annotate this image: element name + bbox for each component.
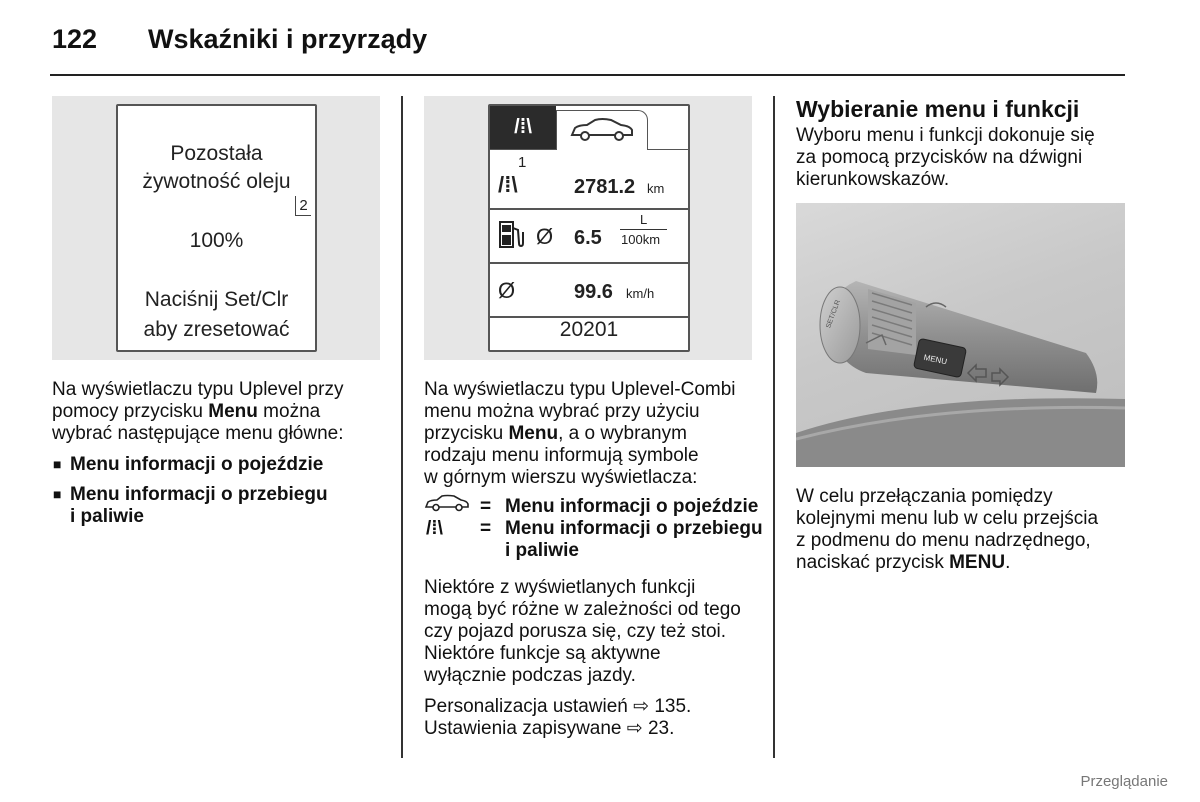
column-separator-1 [401, 96, 403, 758]
footer-label: Przeglądanie [1080, 773, 1168, 790]
paragraph-line [796, 552, 1010, 574]
display-page-tag: 2 [295, 196, 311, 216]
bullet-continuation: i paliwie [70, 506, 144, 527]
menu-keyword: Menu [508, 423, 559, 444]
average-symbol: Ø [536, 224, 554, 249]
uplevel-display [116, 104, 317, 352]
arrow-right-icon: ⇨ [633, 696, 650, 717]
fuel-pump-icon [498, 220, 524, 250]
symbol-definition: Menu informacji o pojeździe [505, 496, 759, 517]
paragraph-line: W celu przełączania pomiędzy [796, 486, 1053, 507]
text-span: przycisku [424, 423, 509, 444]
bullet-item: ■ Menu informacji o przebiegu [70, 484, 328, 506]
fuel-unit-top: L [640, 212, 648, 227]
display-text-line: Naciśnij Set/Clr [144, 288, 289, 311]
paragraph-line: za pomocą przycisków na dźwigni [796, 147, 1083, 168]
paragraph-line: Na wyświetlaczu typu Uplevel-Combi [424, 379, 736, 400]
column-separator-2 [773, 96, 775, 758]
trip-fuel-symbol: /⁞\ [426, 518, 443, 539]
paragraph-line: czy pojazd porusza się, czy też stoi. [424, 621, 727, 642]
average-symbol: Ø [498, 278, 516, 303]
car-icon [569, 117, 635, 143]
menu-keyword: Menu [208, 401, 258, 422]
reference-text: Ustawienia zapisywane [424, 718, 627, 739]
section-title: Wybieranie menu i funkcji [796, 96, 1080, 122]
page-number: 122 [52, 24, 98, 54]
lever-illustration [796, 203, 1125, 467]
trip-icon: /⁞\ [498, 172, 518, 197]
reference-page: 135. [649, 696, 692, 717]
fuel-unit-bottom: 100km [621, 232, 661, 247]
combi-display [488, 104, 690, 352]
page-title: Wskaźniki i przyrządy [148, 24, 428, 54]
paragraph-line [52, 401, 320, 423]
display-tabs [490, 106, 688, 150]
paragraph-line: Niektóre funkcje są aktywne [424, 643, 661, 664]
average-speed-unit: km/h [626, 286, 655, 301]
cross-reference [424, 696, 691, 718]
fuel-unit-fraction-line [620, 229, 667, 230]
symbol-definition: Menu informacji o przebiegu [505, 518, 763, 539]
car-icon [424, 494, 470, 512]
paragraph-line: kolejnymi menu lub w celu przejścia [796, 508, 1099, 529]
text-span: . [1005, 552, 1011, 573]
header-rule [50, 74, 1125, 76]
paragraph-line: wyłącznie podczas jazdy. [424, 665, 636, 686]
display-text-line: aby zresetować [143, 318, 290, 341]
photo-set-label: SET/CLR [825, 299, 842, 330]
paragraph-line: rodzaju menu informują symbole [424, 445, 699, 466]
average-speed-value: 99.6 [574, 281, 613, 303]
paragraph-line: mogą być różne w zależności od tego [424, 599, 741, 620]
display-value: 100% [189, 229, 244, 252]
odometer-value: 20201 [559, 318, 619, 341]
cross-reference [424, 718, 674, 740]
fuel-consumption-value: 6.5 [574, 227, 602, 249]
tab-trip-fuel: /⁞\ [490, 106, 556, 149]
paragraph-line: wybrać następujące menu główne: [52, 423, 344, 444]
menu-keyword: MENU [949, 552, 1006, 573]
trip-index: 1 [518, 154, 527, 171]
symbol-equals: = [480, 518, 492, 539]
paragraph-line: Na wyświetlaczu typu Uplevel przy [52, 379, 344, 400]
bullet-item: ■ Menu informacji o pojeździe [70, 454, 323, 476]
turn-signal-lever-photo [796, 203, 1125, 467]
arrow-right-icon: ⇨ [626, 718, 643, 739]
display-text-line: Pozostała [170, 142, 263, 165]
trip-distance-value: 2781.2 [574, 176, 636, 198]
paragraph-line: Wyboru menu i funkcji dokonuje się [796, 125, 1095, 146]
display-text-line: żywotność oleju [142, 170, 291, 193]
reference-page: 23. [642, 718, 675, 739]
text-span: naciskać przycisk [796, 552, 950, 573]
paragraph-line: w górnym wierszu wyświetlacza: [424, 467, 698, 488]
paragraph-line: z podmenu do menu nadrzędnego, [796, 530, 1091, 551]
symbol-equals: = [480, 496, 492, 517]
paragraph-line: menu można wybrać przy użyciu [424, 401, 700, 422]
photo-menu-label: MENU [922, 352, 948, 367]
trip-distance-unit: km [647, 181, 665, 196]
reference-text: Personalizacja ustawień [424, 696, 634, 717]
symbol-definition: i paliwie [505, 540, 579, 561]
paragraph-line [424, 423, 687, 445]
paragraph-line: Niektóre z wyświetlanych funkcji [424, 577, 696, 598]
tab-vehicle [556, 110, 648, 150]
text-span: można [257, 401, 321, 422]
paragraph-line: kierunkowskazów. [796, 169, 950, 190]
text-span: , a o wybranym [558, 423, 687, 444]
text-span: pomocy przycisku [52, 401, 209, 422]
